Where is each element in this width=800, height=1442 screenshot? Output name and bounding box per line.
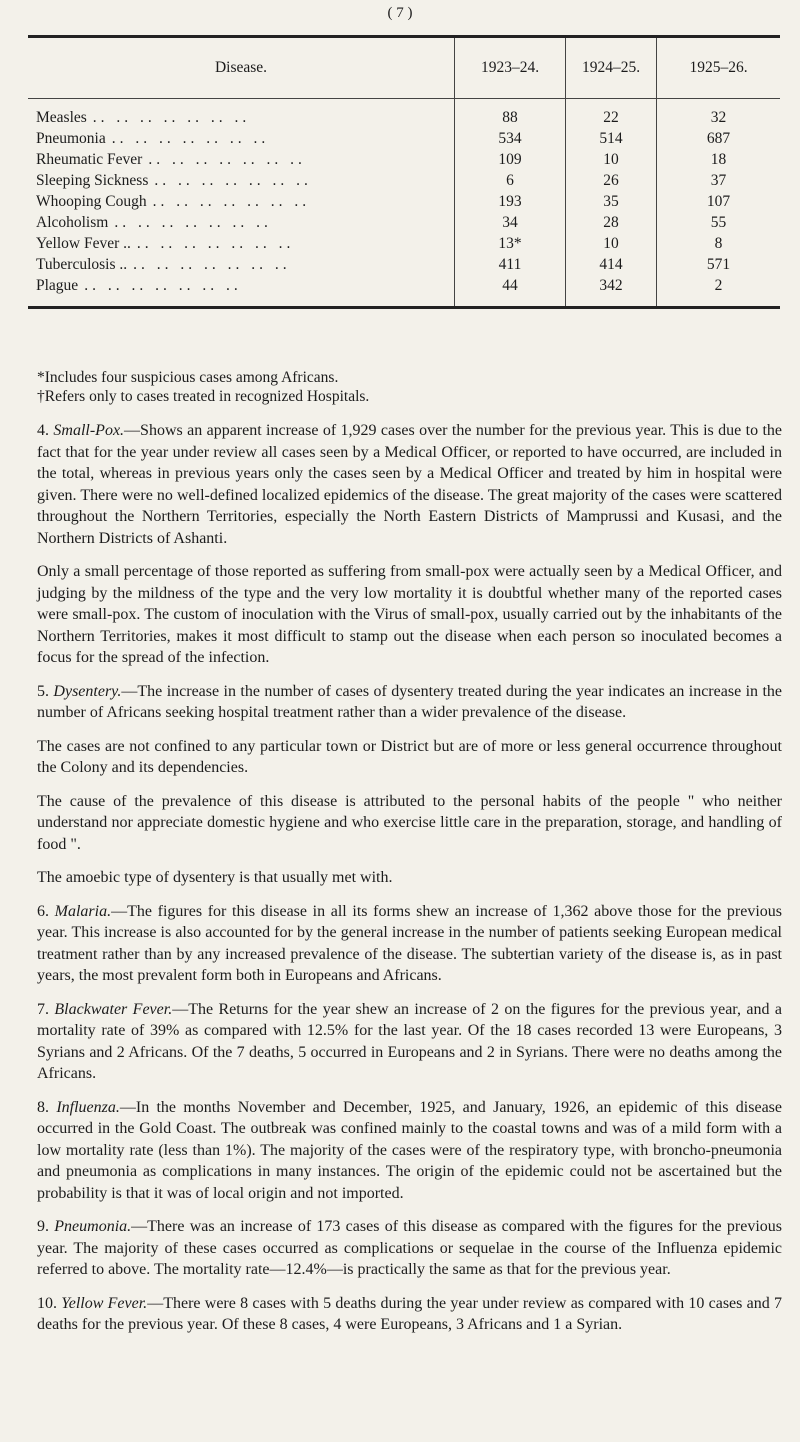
dot-leader: .. .. .. .. .. .. .. xyxy=(154,172,312,189)
value-1924-25: 35 xyxy=(566,191,657,212)
paragraph-text: The cause of the prevalence of this disease is attributed to the personal habits of the people " who neither understand nor appreciate domestic hygiene and who exercise little care in the preparation, storage, and handling of food ". xyxy=(37,792,782,853)
paragraph-heading: Yellow Fever. xyxy=(61,1294,148,1312)
value-1925-26: 37 xyxy=(657,170,781,191)
value-1923-24: 411 xyxy=(455,254,566,275)
paragraph xyxy=(37,1293,782,1336)
disease-name xyxy=(28,254,455,275)
disease-name xyxy=(28,212,455,233)
value-1923-24: 6 xyxy=(455,170,566,191)
paragraph-heading: Pneumonia. xyxy=(54,1218,132,1235)
disease-name xyxy=(28,170,455,191)
disease-label: Sleeping Sickness xyxy=(36,172,149,189)
disease-name xyxy=(28,275,455,308)
disease-label: Plague xyxy=(36,277,79,294)
table-row xyxy=(28,275,780,308)
value-1925-26: 18 xyxy=(657,149,781,170)
value-1925-26: 107 xyxy=(657,191,781,212)
value-1924-25: 26 xyxy=(566,170,657,191)
value-1923-24: 534 xyxy=(455,128,566,149)
paragraph-number: 8. xyxy=(37,1098,57,1116)
disease-label: Alcoholism xyxy=(36,214,109,231)
value-1924-25: 514 xyxy=(566,128,657,149)
table-row xyxy=(28,212,780,233)
header-disease: Disease. xyxy=(214,59,268,76)
table-row xyxy=(28,170,780,191)
table-row xyxy=(28,128,780,149)
table-row xyxy=(28,99,780,129)
value-1925-26: 571 xyxy=(657,254,781,275)
table-row xyxy=(28,191,780,212)
paragraph-text: —The increase in the number of cases of dysentery treated during the year indicates an increase in the number of Africans seeking hospital treatment rather than a wider prevalence of the disease. xyxy=(37,682,782,721)
paragraph xyxy=(37,867,782,889)
paragraph-text: —There was an increase of 173 cases of this disease as compared with the figures for the previous year. The majority of these cases occurred as complications or sequelae in the course of the Influenza epidemic referred to above. The mortality rate—12.4%—is practically the same as that for the previous year. xyxy=(37,1218,783,1278)
table-header-row xyxy=(28,37,780,99)
paragraph xyxy=(37,901,782,987)
paragraph xyxy=(37,1216,782,1281)
paragraph xyxy=(37,681,782,724)
paragraph-number: 5. xyxy=(37,682,54,700)
paragraph-heading: Influenza. xyxy=(56,1098,120,1116)
paragraph xyxy=(37,420,782,549)
paragraph-number: 10. xyxy=(37,1294,62,1312)
value-1925-26: 687 xyxy=(657,128,781,149)
page-number: ( 7 ) xyxy=(387,5,413,21)
paragraph-text: —Shows an apparent increase of 1,929 cases over the number for the previous year. This is due to the fact that for the year under review all cases seen by a Medical Officer, or reported to have occurred, are included in the total, whereas in previous years only the cases seen by a Medical Officer and treated by him in hospital were given. There were no well-defined localized epidemics of the disease. The great majority of the cases were scattered throughout the Northern Territories, especially the North Eastern Districts of Mamprussi and Kusasi, and the Northern Districts of Ashanti. xyxy=(37,422,783,547)
value-1925-26: 8 xyxy=(657,233,781,254)
value-1925-26: 2 xyxy=(657,275,781,308)
value-1924-25: 414 xyxy=(566,254,657,275)
paragraph-heading: Malaria. xyxy=(54,902,112,920)
table-row xyxy=(28,233,780,254)
value-1923-24: 13* xyxy=(455,233,566,254)
dot-leader: .. .. .. .. .. .. .. xyxy=(133,256,291,273)
paragraph-text: Only a small percentage of those reported as suffering from small-pox were actually seen by a Medical Officer, and judging by the mildness of the type and the very low mortality it is doubtful whether many of the reported cases were small-pox. The custom of inoculation with the Virus of small-pox, usually carried out by the inhabitants of the Northern Territories, makes it most difficult to stamp out the disease when each person so inoculated becomes a focus for the spread of the infection. xyxy=(37,563,782,666)
header-1923-24: 1923–24. xyxy=(455,37,566,99)
disease-name xyxy=(28,149,455,170)
dot-leader: .. .. .. .. .. .. .. xyxy=(114,214,272,231)
value-1925-26: 55 xyxy=(657,212,781,233)
paragraph-text: The cases are not confined to any particular town or District but are of more or less general occurrence throughout the Colony and its dependencies. xyxy=(37,737,782,776)
dot-leader: .. .. .. .. .. .. .. xyxy=(111,130,270,147)
disease-name xyxy=(28,99,455,129)
paragraph-number: 7. xyxy=(37,1000,55,1018)
value-1924-25: 28 xyxy=(566,212,657,233)
value-1923-24: 109 xyxy=(455,149,566,170)
table-row xyxy=(28,149,780,170)
value-1923-24: 34 xyxy=(455,212,566,233)
dot-leader: .. .. .. .. .. .. .. xyxy=(92,109,251,126)
value-1924-25: 342 xyxy=(566,275,657,308)
disease-table xyxy=(28,35,780,309)
value-1923-24: 44 xyxy=(455,275,566,308)
dot-leader: .. .. .. .. .. .. .. xyxy=(84,277,242,294)
paragraph-heading: Blackwater Fever. xyxy=(54,1000,173,1018)
footnote-asterisk: *Includes four suspicious cases among Africans. xyxy=(37,369,339,386)
value-1924-25: 10 xyxy=(566,149,657,170)
paragraph xyxy=(37,791,782,856)
paragraph-heading: Small-Pox. xyxy=(53,422,125,439)
value-1924-25: 10 xyxy=(566,233,657,254)
paragraph-text: —In the months November and December, 1925, and January, 1926, an epidemic of this disease occurred in the Gold Coast. The outbreak was confined mainly to the coastal towns and was of a mild form with a low mortality rate (less than 1%). The majority of the cases were of the respiratory type, with broncho-pneumonia and pneumonia as complications in many instances. The origin of the epidemic could not be ascertained but the probability is that it was of local origin and not imported. xyxy=(37,1098,783,1202)
footnote-dagger: †Refers only to cases treated in recognized Hospitals. xyxy=(37,388,370,405)
disease-label: Rheumatic Fever xyxy=(36,151,143,168)
paragraph-number: 6. xyxy=(37,902,55,920)
disease-label: Pneumonia xyxy=(36,130,106,147)
header-1925-26: 1925–26. xyxy=(657,37,781,99)
disease-name xyxy=(28,233,455,254)
disease-name xyxy=(28,128,455,149)
dot-leader: .. .. .. .. .. .. .. xyxy=(136,235,295,252)
value-1923-24: 193 xyxy=(455,191,566,212)
dot-leader: .. .. .. .. .. .. .. xyxy=(148,151,306,168)
paragraph-text: —There were 8 cases with 5 deaths during the year under review as compared with 10 cases and 7 deaths for the previous year. Of these 8 cases, 4 were Europeans, 3 Africans and 1 a Syrian. xyxy=(37,1294,783,1333)
paragraph xyxy=(37,561,782,669)
disease-name xyxy=(28,191,455,212)
paragraph-text: —The Returns for the year shew an increase of 2 on the figures for the previous year, and a mortality rate of 39% as compared with 12.5% for the last year. Of the 18 cases recorded 13 were Europeans, 3 Syrians and 2 Africans. Of the 7 deaths, 5 occurred in Europeans and 2 in Syrians. There were no deaths among the Africans. xyxy=(37,1000,782,1082)
paragraph-text: The amoebic type of dysentery is that usually met with. xyxy=(37,869,393,886)
table-footnotes xyxy=(37,368,369,406)
table-row xyxy=(28,254,780,275)
value-1924-25: 22 xyxy=(566,99,657,129)
disease-label: Tuberculosis .. xyxy=(36,256,128,273)
dot-leader: .. .. .. .. .. .. .. xyxy=(152,193,311,210)
disease-label: Whooping Cough xyxy=(36,193,147,210)
disease-label: Measles xyxy=(36,109,87,126)
paragraph-number: 9. xyxy=(37,1218,55,1235)
paragraph-number: 4. xyxy=(37,422,54,439)
value-1923-24: 88 xyxy=(455,99,566,129)
paragraph xyxy=(37,999,782,1085)
paragraph xyxy=(37,736,782,779)
paragraph-heading: Dysentery. xyxy=(53,682,122,700)
report-body xyxy=(37,420,782,1348)
paragraph-text: —The figures for this disease in all its forms shew an increase of 1,362 above those for the previous year. This increase is also accounted for by the general increase in the number of patients seeking European medical treatment rather than by any increased prevalence of the disease. The subtertian variety of the disease is, as in past years, the most prevalent form both in Europeans and Africans. xyxy=(37,902,782,984)
paragraph xyxy=(37,1097,782,1205)
header-1924-25: 1924–25. xyxy=(566,37,657,99)
disease-label: Yellow Fever .. xyxy=(36,235,131,252)
value-1925-26: 32 xyxy=(657,99,781,129)
